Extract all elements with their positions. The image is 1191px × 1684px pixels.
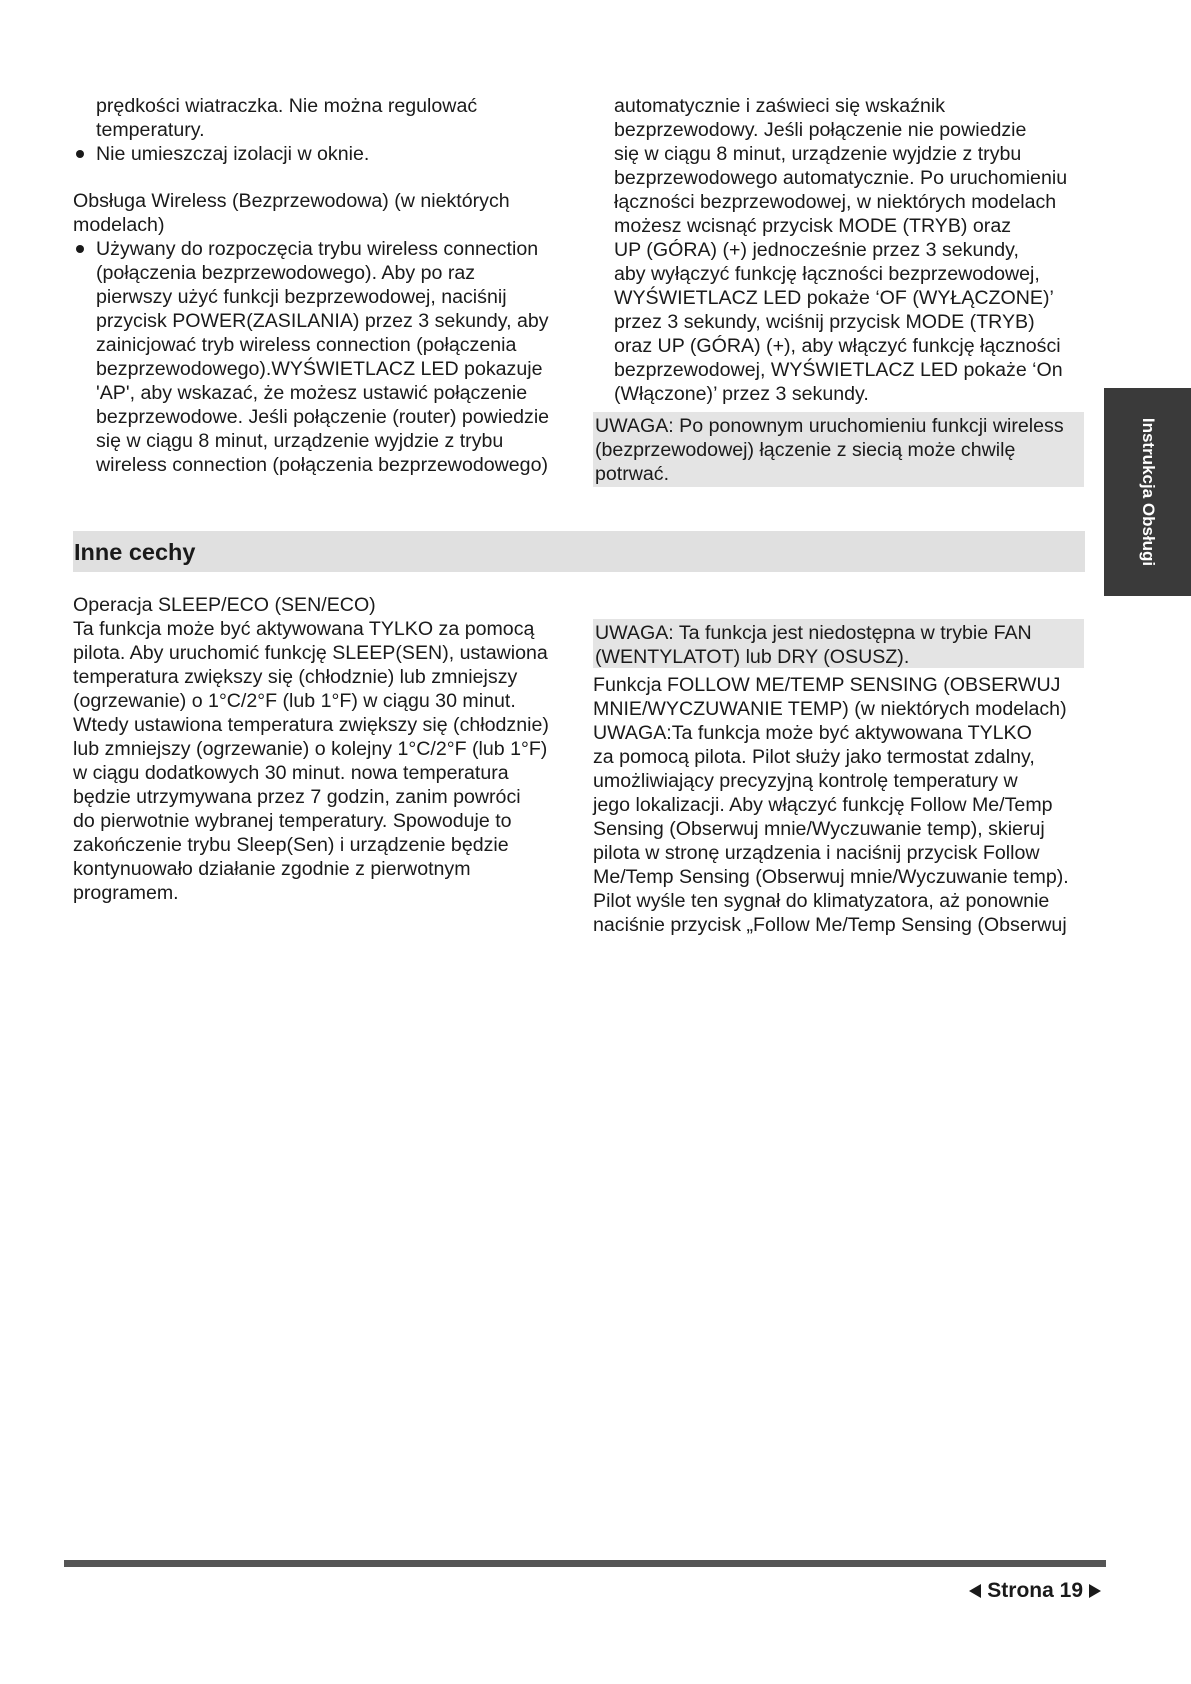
next-page-icon[interactable]: [1089, 1584, 1101, 1598]
paragraph-line: zakończenie trybu Sleep(Sen) i urządzenie będzie: [73, 834, 509, 856]
paragraph-line: lub zmniejszy (ogrzewanie) o kolejny 1°C/2°F (lub 1°F): [73, 738, 548, 760]
paragraph-line: prędkości wiatraczka. Nie można regulować: [96, 95, 478, 117]
paragraph-line: Sensing (Obserwuj mnie/Wyczuwanie temp), skieruj: [593, 818, 1045, 840]
paragraph-line: łączności bezprzewodowej, w niektórych modelach: [614, 191, 1057, 213]
paragraph-line: Używany do rozpoczęcia trybu wireless connection: [96, 238, 539, 260]
paragraph-line: do pierwotnie wybranej temperatury. Spowoduje to: [73, 810, 512, 832]
paragraph-line: Wtedy ustawiona temperatura zwiększy się (chłodznie): [73, 714, 549, 736]
paragraph-line: Ta funkcja może być aktywowana TYLKO za pomocą: [73, 618, 535, 640]
paragraph-line: (połączenia bezprzewodowego). Aby po raz: [96, 262, 476, 284]
paragraph-line: naciśnie przycisk „Follow Me/Temp Sensing (Obserwuj: [593, 914, 1067, 936]
paragraph-line: (ogrzewanie) o 1°C/2°F (lub 1°F) w ciągu 30 minut.: [73, 690, 516, 712]
paragraph-line: 'AP', aby wskazać, że możesz ustawić połączenie: [96, 382, 528, 404]
paragraph-line: programem.: [73, 882, 179, 904]
paragraph-line: pilota w stronę urządzenia i naciśnij przycisk Follow: [593, 842, 1040, 864]
paragraph-line: Me/Temp Sensing (Obserwuj mnie/Wyczuwanie temp).: [593, 866, 1069, 888]
follow-me-heading: MNIE/WYCZUWANIE TEMP) (w niektórych modelach): [593, 698, 1067, 720]
bullet-item-insulation: Nie umieszczaj izolacji w oknie.: [96, 143, 370, 165]
bullet-icon: [76, 245, 84, 253]
paragraph-line: UWAGA:Ta funkcja może być aktywowana TYLKO: [593, 722, 1032, 744]
paragraph-line: umożliwiający precyzyjną kontrolę temperatury w: [593, 770, 1018, 792]
paragraph-line: się w ciągu 8 minut, urządzenie wyjdzie z trybu: [96, 430, 504, 452]
paragraph-line: pierwszy użyć funkcji bezprzewodowej, naciśnij: [96, 286, 507, 308]
paragraph-line: przez 3 sekundy, wciśnij przycisk MODE (TRYB): [614, 311, 1035, 333]
wireless-heading: modelach): [73, 214, 165, 236]
paragraph-line: automatycznie i zaświeci się wskaźnik: [614, 95, 946, 117]
paragraph-line: bezprzewodowy. Jeśli połączenie nie powiedzie: [614, 119, 1027, 141]
page-number-label: Strona 19: [987, 1579, 1083, 1602]
page-navigation: [969, 1578, 1101, 1604]
paragraph-line: bezprzewodowego automatycznie. Po uruchomieniu: [614, 167, 1068, 189]
paragraph-line: oraz UP (GÓRA) (+), aby włączyć funkcję łączności: [614, 335, 1061, 357]
paragraph-line: bezprzewodowej, WYŚWIETLACZ LED pokaże ‘On: [614, 359, 1063, 381]
note-line: (bezprzewodowej) łączenie z siecią może chwilę: [595, 439, 1016, 461]
follow-me-heading: Funkcja FOLLOW ME/TEMP SENSING (OBSERWUJ: [593, 674, 1061, 696]
paragraph-line: bezprzewodowego).WYŚWIETLACZ LED pokazuje: [96, 358, 543, 380]
paragraph-line: bezprzewodowe. Jeśli połączenie (router) powiedzie: [96, 406, 550, 428]
paragraph-line: będzie utrzymywana przez 7 godzin, zanim powróci: [73, 786, 521, 808]
paragraph-line: możesz wcisnąć przycisk MODE (TRYB) oraz: [614, 215, 1012, 237]
bullet-icon: [76, 150, 84, 158]
paragraph-line: się w ciągu 8 minut, urządzenie wyjdzie z trybu: [614, 143, 1022, 165]
note-line: UWAGA: Ta funkcja jest niedostępna w trybie FAN: [595, 622, 1032, 644]
paragraph-line: temperatury.: [96, 119, 205, 141]
paragraph-line: aby wyłączyć funkcję łączności bezprzewodowej,: [614, 263, 1040, 285]
note-line: (WENTYLATOT) lub DRY (OSUSZ).: [595, 646, 910, 668]
paragraph-line: pilota. Aby uruchomić funkcję SLEEP(SEN), ustawiona: [73, 642, 548, 664]
paragraph-line: przycisk POWER(ZASILANIA) przez 3 sekundy, aby: [96, 310, 549, 332]
section-title: Inne cechy: [74, 539, 196, 565]
paragraph-line: Pilot wyśle ten sygnał do klimatyzatora, aż ponownie: [593, 890, 1050, 912]
footer-rule: [64, 1560, 1106, 1567]
side-tab-label: Instrukcja Obsługi: [1138, 417, 1158, 567]
side-tab: [1104, 388, 1191, 596]
previous-page-icon[interactable]: [969, 1584, 981, 1598]
paragraph-line: temperatura zwiększy się (chłodznie) lub zmniejszy: [73, 666, 518, 688]
sleep-eco-heading: Operacja SLEEP/ECO (SEN/ECO): [73, 594, 376, 616]
paragraph-line: jego lokalizacji. Aby włączyć funkcję Follow Me/Temp: [593, 794, 1053, 816]
paragraph-line: zainicjować tryb wireless connection (połączenia: [96, 334, 517, 356]
paragraph-line: (Włączone)’ przez 3 sekundy.: [614, 383, 869, 405]
section-header-bar: [73, 531, 1085, 572]
note-line: potrwać.: [595, 463, 670, 485]
paragraph-line: wireless connection (połączenia bezprzewodowego): [96, 454, 548, 476]
paragraph-line: za pomocą pilota. Pilot służy jako termostat zdalny,: [593, 746, 1035, 768]
paragraph-line: kontynuowało działanie zgodnie z pierwotnym: [73, 858, 471, 880]
wireless-heading: Obsługa Wireless (Bezprzewodowa) (w niektórych: [73, 190, 510, 212]
paragraph-line: WYŚWIETLACZ LED pokaże ‘OF (WYŁĄCZONE)’: [614, 287, 1054, 309]
paragraph-line: w ciągu dodatkowych 30 minut. nowa temperatura: [73, 762, 509, 784]
note-line: UWAGA: Po ponownym uruchomieniu funkcji wireless: [595, 415, 1064, 437]
paragraph-line: UP (GÓRA) (+) jednocześnie przez 3 sekundy,: [614, 239, 1019, 261]
